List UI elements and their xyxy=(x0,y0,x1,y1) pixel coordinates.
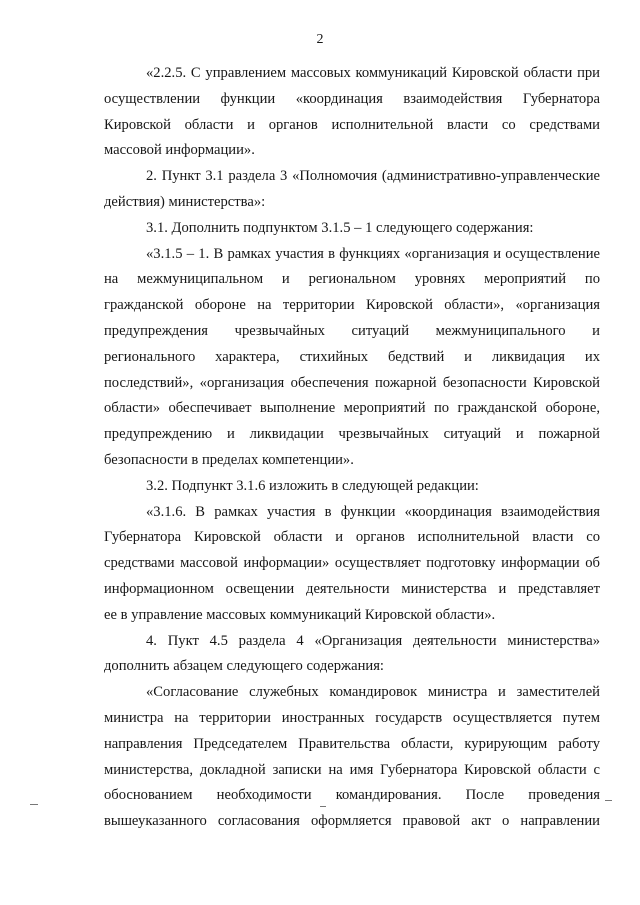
scan-artifact xyxy=(605,800,612,801)
paragraph-line: 3.1. Дополнить подпунктом 3.1.5 – 1 следующего содержания: xyxy=(146,219,534,236)
paragraph-line: массовой информации». xyxy=(104,142,255,159)
paragraph-line: безопасности в пределах компетенции». xyxy=(104,451,354,468)
paragraph-line: осуществлении функции «координация взаимодействия Губернатора xyxy=(104,90,600,107)
paragraph-line: «3.1.5 – 1. В рамках участия в функциях «организация и осуществление xyxy=(146,245,600,262)
paragraph-line: на межмуниципальном и региональном уровнях мероприятий по xyxy=(104,271,600,288)
paragraph-line: министра на территории иностранных государств осуществляется путем xyxy=(104,709,600,726)
paragraph-line: области» обеспечивает выполнение мероприятий по гражданской обороне, xyxy=(104,400,600,417)
paragraph-line: средствами массовой информации» осуществляет подготовку информации об xyxy=(104,555,600,572)
paragraph-line: вышеуказанного согласования оформляется правовой акт о направлении xyxy=(104,813,600,830)
paragraph-line: Губернатора Кировской области и органов исполнительной власти со xyxy=(104,529,600,546)
scan-artifact xyxy=(320,806,326,807)
paragraph-line: гражданской обороне на территории Кировской области», «организация xyxy=(104,297,600,314)
paragraph-line: «Согласование служебных командировок министра и заместителей xyxy=(146,684,600,701)
paragraph-line: направления Председателем Правительства области, курирующим работу xyxy=(104,735,600,752)
paragraph-line: обоснованием необходимости командирования. После проведения xyxy=(104,787,600,804)
paragraph-line: министерства, докладной записки на имя Губернатора Кировской области с xyxy=(104,761,600,778)
paragraph-line: регионального характера, стихийных бедствий и ликвидация их xyxy=(104,348,600,365)
paragraph-line: действия) министерства»: xyxy=(104,193,266,210)
paragraph-line: 2. Пункт 3.1 раздела 3 «Полномочия (административно-управленческие xyxy=(146,168,600,185)
paragraph-line: 3.2. Подпункт 3.1.6 изложить в следующей редакции: xyxy=(146,477,479,494)
paragraph-line: предупреждения чрезвычайных ситуаций межмуниципального и xyxy=(104,322,600,339)
paragraph-line: предупреждению и ликвидации чрезвычайных ситуаций и пожарной xyxy=(104,426,600,443)
document-body xyxy=(104,61,600,835)
page-number: 2 xyxy=(316,32,324,47)
paragraph-line: ее в управление массовых коммуникаций Кировской области». xyxy=(104,606,496,623)
paragraph-line: дополнить абзацем следующего содержания: xyxy=(104,658,384,675)
scan-artifact xyxy=(30,804,38,805)
paragraph-line: 4. Пукт 4.5 раздела 4 «Организация деятельности министерства» xyxy=(146,632,600,649)
paragraph-line: Кировской области и органов исполнительной власти со средствами xyxy=(104,116,600,133)
paragraph-line: «2.2.5. С управлением массовых коммуникаций Кировской области при xyxy=(146,65,600,81)
paragraph-line: последствий», «организация обеспечения пожарной безопасности Кировской xyxy=(104,374,600,391)
paragraph-line: информационном освещении деятельности министерства и представляет xyxy=(104,580,600,597)
paragraph-line: «3.1.6. В рамках участия в функции «координация взаимодействия xyxy=(146,503,600,520)
